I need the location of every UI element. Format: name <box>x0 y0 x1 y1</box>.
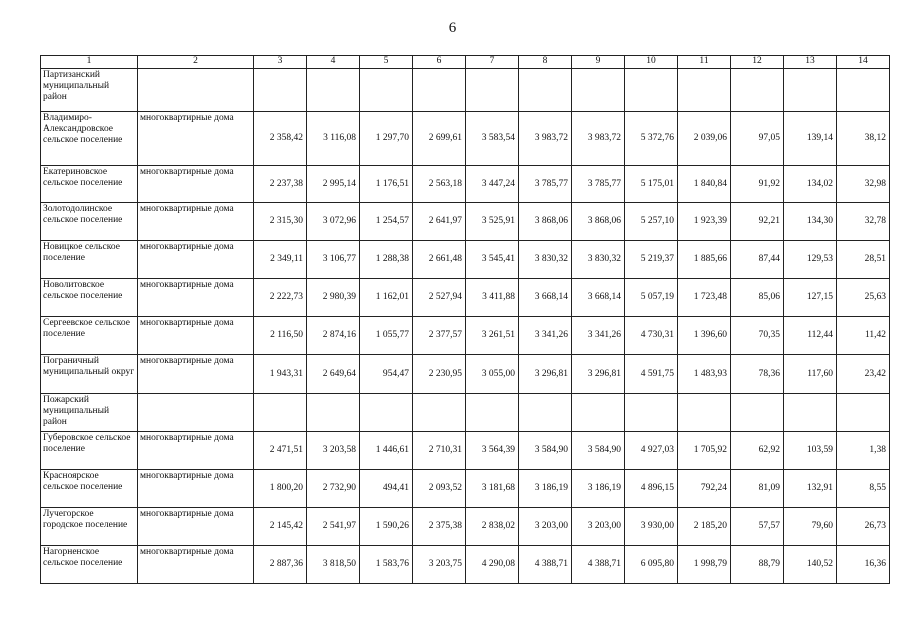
value-cell-col-5: 1 288,38 <box>360 241 413 279</box>
value-cell-col-9: 3 668,14 <box>572 279 625 317</box>
column-number-13: 13 <box>784 56 837 69</box>
value-cell-col-12: 62,92 <box>731 432 784 470</box>
housing-type: многоквартирные дома <box>138 166 254 203</box>
value-cell-col-12: 92,21 <box>731 203 784 241</box>
table-row <box>41 470 890 508</box>
value-cell-col-6: 2 563,18 <box>413 166 466 203</box>
table-row <box>41 203 890 241</box>
value-cell-col-4: 3 818,50 <box>307 546 360 584</box>
value-cell-col-7: 3 055,00 <box>466 355 519 394</box>
column-number-7: 7 <box>466 56 519 69</box>
value-cell-col-3: 1 943,31 <box>254 355 307 394</box>
value-cell-col-3: 2 237,38 <box>254 166 307 203</box>
value-cell-col-13: 127,15 <box>784 279 837 317</box>
value-cell-col-8 <box>519 394 572 432</box>
column-number-2: 2 <box>138 56 254 69</box>
value-cell-col-9 <box>572 394 625 432</box>
housing-type: многоквартирные дома <box>138 432 254 470</box>
value-cell-col-9: 3 983,72 <box>572 112 625 166</box>
value-cell-col-5: 1 176,51 <box>360 166 413 203</box>
value-cell-col-11: 1 885,66 <box>678 241 731 279</box>
value-cell-col-11: 2 185,20 <box>678 508 731 546</box>
value-cell-col-13: 103,59 <box>784 432 837 470</box>
column-number-14: 14 <box>837 56 890 69</box>
value-cell-col-7: 3 545,41 <box>466 241 519 279</box>
value-cell-col-9: 4 388,71 <box>572 546 625 584</box>
settlement-name: Сергеевское сельское поселение <box>41 317 138 355</box>
value-cell-col-12: 87,44 <box>731 241 784 279</box>
value-cell-col-11 <box>678 69 731 112</box>
value-cell-col-12: 81,09 <box>731 470 784 508</box>
value-cell-col-6: 3 203,75 <box>413 546 466 584</box>
value-cell-col-10: 5 257,10 <box>625 203 678 241</box>
value-cell-col-7: 3 411,88 <box>466 279 519 317</box>
value-cell-col-13 <box>784 69 837 112</box>
value-cell-col-8: 3 584,90 <box>519 432 572 470</box>
value-cell-col-6: 2 527,94 <box>413 279 466 317</box>
value-cell-col-14: 38,12 <box>837 112 890 166</box>
value-cell-col-6: 2 230,95 <box>413 355 466 394</box>
header-row <box>41 56 890 69</box>
value-cell-col-8: 3 203,00 <box>519 508 572 546</box>
group-row <box>41 394 890 432</box>
settlement-name: Пограничный муниципальный округ <box>41 355 138 394</box>
value-cell-col-3: 2 358,42 <box>254 112 307 166</box>
column-number-4: 4 <box>307 56 360 69</box>
value-cell-col-8: 4 388,71 <box>519 546 572 584</box>
value-cell-col-13: 132,91 <box>784 470 837 508</box>
value-cell-col-5: 1 297,70 <box>360 112 413 166</box>
value-cell-col-11: 1 923,39 <box>678 203 731 241</box>
value-cell-col-3: 2 222,73 <box>254 279 307 317</box>
value-cell-col-14: 28,51 <box>837 241 890 279</box>
settlement-name: Золотодолинское сельское поселение <box>41 203 138 241</box>
column-number-1: 1 <box>41 56 138 69</box>
tariff-table <box>40 55 890 584</box>
value-cell-col-8: 3 830,32 <box>519 241 572 279</box>
value-cell-col-5: 1 254,57 <box>360 203 413 241</box>
value-cell-col-12: 70,35 <box>731 317 784 355</box>
value-cell-col-4 <box>307 69 360 112</box>
value-cell-col-14: 32,78 <box>837 203 890 241</box>
value-cell-col-14: 16,36 <box>837 546 890 584</box>
value-cell-col-12: 78,36 <box>731 355 784 394</box>
value-cell-col-10 <box>625 69 678 112</box>
value-cell-col-4 <box>307 394 360 432</box>
value-cell-col-10: 5 175,01 <box>625 166 678 203</box>
group-row <box>41 69 890 112</box>
value-cell-col-4: 2 980,39 <box>307 279 360 317</box>
table-row <box>41 317 890 355</box>
value-cell-col-14: 1,38 <box>837 432 890 470</box>
value-cell-col-4: 2 995,14 <box>307 166 360 203</box>
value-cell-col-10: 4 927,03 <box>625 432 678 470</box>
value-cell-col-12 <box>731 394 784 432</box>
value-cell-col-7: 3 564,39 <box>466 432 519 470</box>
value-cell-col-7: 3 525,91 <box>466 203 519 241</box>
value-cell-col-8: 3 186,19 <box>519 470 572 508</box>
value-cell-col-12: 91,92 <box>731 166 784 203</box>
value-cell-col-9: 3 186,19 <box>572 470 625 508</box>
value-cell-col-14: 8,55 <box>837 470 890 508</box>
value-cell-col-3: 1 800,20 <box>254 470 307 508</box>
value-cell-col-12: 85,06 <box>731 279 784 317</box>
district-name: Пожарский муниципальный район <box>41 394 138 432</box>
value-cell-col-11: 1 705,92 <box>678 432 731 470</box>
value-cell-col-12 <box>731 69 784 112</box>
value-cell-col-6: 2 093,52 <box>413 470 466 508</box>
value-cell-col-6: 2 661,48 <box>413 241 466 279</box>
value-cell-col-14 <box>837 394 890 432</box>
value-cell-col-13: 79,60 <box>784 508 837 546</box>
value-cell-col-3: 2 116,50 <box>254 317 307 355</box>
column-number-12: 12 <box>731 56 784 69</box>
table-row <box>41 432 890 470</box>
value-cell-col-9: 3 584,90 <box>572 432 625 470</box>
value-cell-col-4: 2 874,16 <box>307 317 360 355</box>
value-cell-col-8: 3 785,77 <box>519 166 572 203</box>
value-cell-col-9: 3 296,81 <box>572 355 625 394</box>
value-cell-col-5: 1 055,77 <box>360 317 413 355</box>
value-cell-col-5 <box>360 69 413 112</box>
value-cell-col-14: 26,73 <box>837 508 890 546</box>
value-cell-col-5: 1 446,61 <box>360 432 413 470</box>
value-cell-col-6 <box>413 394 466 432</box>
value-cell-col-11: 1 396,60 <box>678 317 731 355</box>
value-cell-col-8: 3 868,06 <box>519 203 572 241</box>
value-cell-col-8: 3 296,81 <box>519 355 572 394</box>
table-row <box>41 508 890 546</box>
value-cell-col-6: 2 377,57 <box>413 317 466 355</box>
settlement-name: Губеровское сельское поселение <box>41 432 138 470</box>
value-cell-col-14 <box>837 69 890 112</box>
value-cell-col-3 <box>254 69 307 112</box>
value-cell-col-10: 4 730,31 <box>625 317 678 355</box>
value-cell-col-11: 1 840,84 <box>678 166 731 203</box>
value-cell-col-3: 2 315,30 <box>254 203 307 241</box>
value-cell-col-7: 4 290,08 <box>466 546 519 584</box>
housing-type: многоквартирные дома <box>138 508 254 546</box>
value-cell-col-11 <box>678 394 731 432</box>
value-cell-col-11: 1 998,79 <box>678 546 731 584</box>
value-cell-col-8 <box>519 69 572 112</box>
value-cell-col-4: 3 072,96 <box>307 203 360 241</box>
column-number-3: 3 <box>254 56 307 69</box>
value-cell-col-13: 112,44 <box>784 317 837 355</box>
value-cell-col-13: 134,02 <box>784 166 837 203</box>
value-cell-col-5: 1 162,01 <box>360 279 413 317</box>
housing-type: многоквартирные дома <box>138 203 254 241</box>
settlement-name: Новолитовское сельское поселение <box>41 279 138 317</box>
value-cell-col-13: 134,30 <box>784 203 837 241</box>
value-cell-col-8: 3 341,26 <box>519 317 572 355</box>
housing-type: многоквартирные дома <box>138 317 254 355</box>
value-cell-col-9 <box>572 69 625 112</box>
value-cell-col-10: 5 372,76 <box>625 112 678 166</box>
table-row <box>41 112 890 166</box>
value-cell-col-12: 97,05 <box>731 112 784 166</box>
column-number-6: 6 <box>413 56 466 69</box>
value-cell-col-4: 3 203,58 <box>307 432 360 470</box>
settlement-name: Новицкое сельское поселение <box>41 241 138 279</box>
value-cell-col-6: 2 699,61 <box>413 112 466 166</box>
value-cell-col-11: 2 039,06 <box>678 112 731 166</box>
column-number-8: 8 <box>519 56 572 69</box>
value-cell-col-14: 11,42 <box>837 317 890 355</box>
value-cell-col-7: 3 447,24 <box>466 166 519 203</box>
value-cell-col-10: 5 219,37 <box>625 241 678 279</box>
table-body <box>41 56 890 584</box>
value-cell-col-8: 3 983,72 <box>519 112 572 166</box>
value-cell-col-14: 23,42 <box>837 355 890 394</box>
housing-type: многоквартирные дома <box>138 355 254 394</box>
value-cell-col-10: 4 591,75 <box>625 355 678 394</box>
value-cell-col-7 <box>466 69 519 112</box>
value-cell-col-13: 139,14 <box>784 112 837 166</box>
value-cell-col-11: 1 483,93 <box>678 355 731 394</box>
table-row <box>41 546 890 584</box>
value-cell-col-4: 2 541,97 <box>307 508 360 546</box>
value-cell-col-13: 117,60 <box>784 355 837 394</box>
value-cell-col-6: 2 710,31 <box>413 432 466 470</box>
value-cell-col-11: 1 723,48 <box>678 279 731 317</box>
value-cell-col-5 <box>360 394 413 432</box>
value-cell-col-13 <box>784 394 837 432</box>
housing-type <box>138 69 254 112</box>
value-cell-col-5: 1 583,76 <box>360 546 413 584</box>
value-cell-col-6: 2 375,38 <box>413 508 466 546</box>
settlement-name: Нагорненское сельское поселение <box>41 546 138 584</box>
value-cell-col-3: 2 145,42 <box>254 508 307 546</box>
value-cell-col-4: 2 649,64 <box>307 355 360 394</box>
housing-type: многоквартирные дома <box>138 470 254 508</box>
housing-type: многоквартирные дома <box>138 241 254 279</box>
value-cell-col-10: 5 057,19 <box>625 279 678 317</box>
value-cell-col-3: 2 887,36 <box>254 546 307 584</box>
value-cell-col-7: 3 181,68 <box>466 470 519 508</box>
settlement-name: Лучегорское городское поселение <box>41 508 138 546</box>
housing-type: многоквартирные дома <box>138 279 254 317</box>
page-number: 6 <box>448 20 457 36</box>
value-cell-col-4: 2 732,90 <box>307 470 360 508</box>
value-cell-col-9: 3 868,06 <box>572 203 625 241</box>
settlement-name: Екатериновское сельское поселение <box>41 166 138 203</box>
value-cell-col-7: 3 261,51 <box>466 317 519 355</box>
value-cell-col-10: 6 095,80 <box>625 546 678 584</box>
value-cell-col-9: 3 785,77 <box>572 166 625 203</box>
table-row <box>41 279 890 317</box>
value-cell-col-6: 2 641,97 <box>413 203 466 241</box>
value-cell-col-3: 2 349,11 <box>254 241 307 279</box>
value-cell-col-3: 2 471,51 <box>254 432 307 470</box>
value-cell-col-9: 3 830,32 <box>572 241 625 279</box>
table-row <box>41 241 890 279</box>
column-number-10: 10 <box>625 56 678 69</box>
value-cell-col-14: 25,63 <box>837 279 890 317</box>
value-cell-col-10: 4 896,15 <box>625 470 678 508</box>
housing-type: многоквартирные дома <box>138 546 254 584</box>
value-cell-col-7 <box>466 394 519 432</box>
value-cell-col-7: 2 838,02 <box>466 508 519 546</box>
value-cell-col-4: 3 116,08 <box>307 112 360 166</box>
value-cell-col-13: 140,52 <box>784 546 837 584</box>
value-cell-col-10: 3 930,00 <box>625 508 678 546</box>
value-cell-col-12: 57,57 <box>731 508 784 546</box>
column-number-5: 5 <box>360 56 413 69</box>
table-row <box>41 166 890 203</box>
value-cell-col-8: 3 668,14 <box>519 279 572 317</box>
value-cell-col-12: 88,79 <box>731 546 784 584</box>
value-cell-col-6 <box>413 69 466 112</box>
settlement-name: Красноярское сельское поселение <box>41 470 138 508</box>
value-cell-col-5: 954,47 <box>360 355 413 394</box>
value-cell-col-11: 792,24 <box>678 470 731 508</box>
value-cell-col-10 <box>625 394 678 432</box>
value-cell-col-9: 3 203,00 <box>572 508 625 546</box>
column-number-11: 11 <box>678 56 731 69</box>
value-cell-col-14: 32,98 <box>837 166 890 203</box>
column-number-9: 9 <box>572 56 625 69</box>
value-cell-col-9: 3 341,26 <box>572 317 625 355</box>
housing-type: многоквартирные дома <box>138 112 254 166</box>
value-cell-col-5: 1 590,26 <box>360 508 413 546</box>
table-row <box>41 355 890 394</box>
district-name: Партизанский муниципальный район <box>41 69 138 112</box>
value-cell-col-4: 3 106,77 <box>307 241 360 279</box>
value-cell-col-3 <box>254 394 307 432</box>
value-cell-col-5: 494,41 <box>360 470 413 508</box>
settlement-name: Владимиро-Александровское сельское поселение <box>41 112 138 166</box>
value-cell-col-7: 3 583,54 <box>466 112 519 166</box>
value-cell-col-13: 129,53 <box>784 241 837 279</box>
housing-type <box>138 394 254 432</box>
